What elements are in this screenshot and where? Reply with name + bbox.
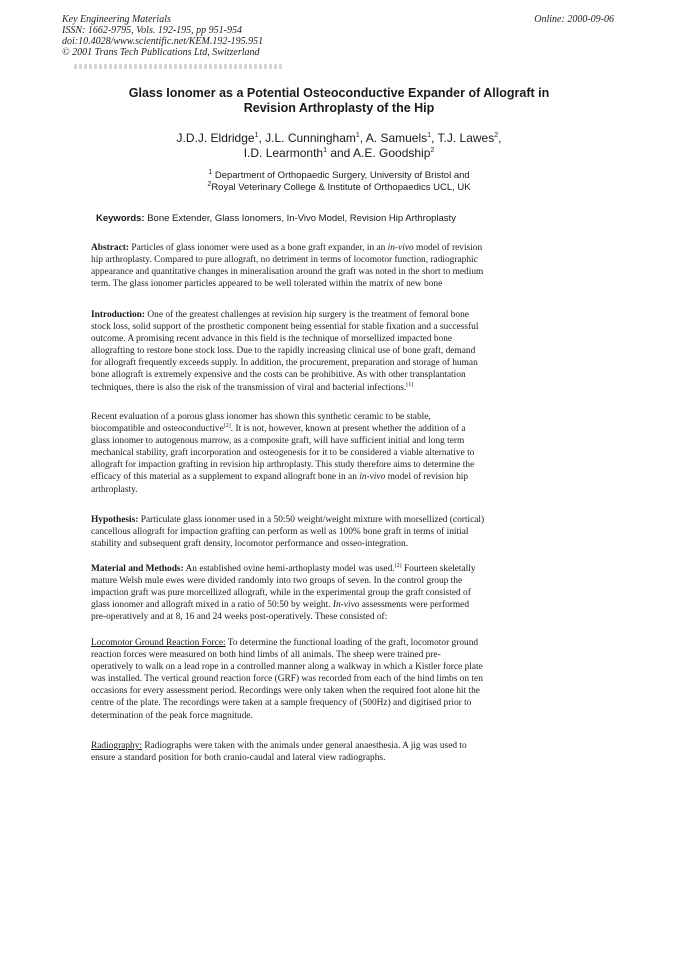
authors-line-2 <box>70 146 608 161</box>
affiliation-mark: 1 <box>254 132 259 139</box>
text-run: One of the greatest challenges at revision hip surgery is the treatment of femoral bone <box>145 310 469 320</box>
paragraph-line: mechanical stability, graft incorporation and osteogenesis for it to be considered a viable alternative to <box>91 448 475 459</box>
author-name: I.D. Learmonth <box>243 146 324 160</box>
methods-label: Material and Methods: <box>91 564 184 574</box>
methods-line: impaction graft was pure morcellized allograft, while in the experimental group the graft consisted of <box>91 588 471 599</box>
introduction-line <box>91 382 561 394</box>
affiliation-mark: 1 <box>427 132 432 139</box>
keywords <box>96 213 596 225</box>
scan-artifact <box>74 64 284 69</box>
title-line-2: Revision Arthroplasty of the Hip <box>243 101 435 115</box>
author-name: , T.J. Lawes <box>431 131 495 145</box>
citation-ref: [1] <box>406 381 414 388</box>
italic-run: In-vivo <box>332 600 360 611</box>
radiography-label: Radiography: <box>91 741 143 751</box>
citation-ref: [2] <box>223 423 231 429</box>
affiliation-1 <box>70 170 608 182</box>
introduction-line: allografting to restore bone stock loss. Due to the rapidly increasing clinical use of bone graft, demand <box>91 346 476 357</box>
author-list <box>70 131 608 161</box>
affiliation-mark: 1 <box>323 147 327 154</box>
author-separator: , <box>498 131 502 145</box>
radiography-section <box>91 740 561 764</box>
radiography-line: ensure a standard position for both cranio-caudal and lateral view radiographs. <box>91 753 386 764</box>
citation-ref: [2] <box>394 563 402 569</box>
author-name: J.D.J. Eldridge <box>176 131 255 145</box>
abstract-line: term. The glass ionomer particles appeared to be well tolerated within the matrix of new bone <box>91 279 443 290</box>
text-run: Particles of glass ionomer were used as a bone graft expander, in an <box>129 243 388 253</box>
text-run: Fourteen skeletally <box>401 564 476 574</box>
paragraph-line <box>91 423 561 435</box>
authors-line-1 <box>70 131 608 146</box>
affiliation-mark: 2 <box>494 132 499 139</box>
methods-line <box>91 599 561 611</box>
hypothesis-section <box>91 514 561 550</box>
methods-line: pre-operatively and at 8, 16 and 24 weeks post-operatively. These consisted of: <box>91 612 388 623</box>
locomotor-line <box>91 637 561 649</box>
radiography-line <box>91 740 561 752</box>
title-line-1: Glass Ionomer as a Potential Osteoconductive Expander of Allograft in <box>128 86 550 100</box>
italic-run: in-vivo <box>359 472 386 483</box>
affiliation-mark: 1 <box>355 132 360 139</box>
locomotor-line: centre of the plate. The recordings were taken at a sample frequency of (500Hz) and digitised prior to <box>91 698 472 709</box>
text-run: An established ovine hemi-arthoplasty model was used. <box>183 564 395 574</box>
locomotor-line: determination of the peak force magnitude. <box>91 710 253 721</box>
text-run: Particulate glass ionomer used in a 50:50 weight/weight mixture with morsellized (cortical) <box>138 515 485 525</box>
introduction-line: bone allograft is extremely expensive and the costs can be prohibitive. As with other transplantation <box>91 370 466 381</box>
locomotor-section <box>91 637 561 722</box>
affiliation-mark: 1 <box>208 168 213 176</box>
recent-evaluation-paragraph <box>91 411 561 496</box>
doi-line: doi:10.4028/www.scientific.net/KEM.192-195.951 <box>62 36 264 47</box>
text-run: efficacy of this material as a supplement to expand allograft bone in an <box>91 472 360 483</box>
introduction-label: Introduction: <box>91 310 146 320</box>
paragraph-line: arthroplasty. <box>91 484 138 495</box>
text-run: To determine the functional loading of the graft, locomotor ground <box>225 638 479 648</box>
text-run: Radiographs were taken with the animals under general anaesthesia. A jig was used to <box>142 741 467 751</box>
affiliations <box>70 170 608 194</box>
paragraph-line <box>91 471 561 483</box>
methods-line: mature Welsh mule ewes were divided randomly into two groups of seven. In the control group the <box>91 576 463 587</box>
affiliation-mark: 2 <box>430 147 435 154</box>
online-date: Online: 2000-09-06 <box>534 14 614 25</box>
paper-title <box>70 86 608 116</box>
keywords-label: Keywords: <box>96 213 145 224</box>
locomotor-line: occasions for every assessment period. Recordings were only taken when the required foot alone hit the <box>91 686 480 697</box>
author-name: and A.E. Goodship <box>326 146 431 160</box>
affiliation-text: Department of Orthopaedic Surgery, University of Bristol and <box>212 170 470 181</box>
abstract-line: appearance and quantitative changes in mineralisation around the graft was noted in the short to medium <box>91 267 484 278</box>
text-run: glass ionomer and allograft mixed in a ratio of 50:50 by weight. <box>91 600 333 611</box>
journal-header <box>62 14 263 58</box>
introduction-section <box>91 309 561 394</box>
journal-name: Key Engineering Materials <box>62 14 171 25</box>
text-run: model of revision <box>413 243 483 253</box>
issn-line: ISSN: 1662-9795, Vols. 192-195, pp 951-954 <box>62 25 242 36</box>
methods-section <box>91 563 561 623</box>
copyright-line: © 2001 Trans Tech Publications Ltd, Switzerland <box>62 47 260 58</box>
hypothesis-line: stability and subsequent graft density, locomotor performance and osseo-integration. <box>91 539 409 550</box>
locomotor-line: reaction forces were measured on both hind limbs of all animals. The sheep were trained pre- <box>91 650 441 661</box>
affiliation-mark: 2 <box>207 180 212 188</box>
affiliation-text: Royal Veterinary College & Institute of Orthopaedics UCL, UK <box>211 182 471 193</box>
methods-line <box>91 563 561 575</box>
text-run: techniques, there is also the risk of the transmission of viral and bacterial infections. <box>91 382 407 393</box>
author-name: , A. Samuels <box>359 131 428 145</box>
keywords-text: Bone Extender, Glass Ionomers, In-Vivo Model, Revision Hip Arthroplasty <box>144 213 456 224</box>
paragraph-line: Recent evaluation of a porous glass ionomer has shown this synthetic ceramic to be stable, <box>91 412 431 422</box>
hypothesis-line <box>91 514 561 526</box>
introduction-line: for allograft frequently exceeds supply. In addition, the procurement, preparation and storage of human <box>91 358 478 369</box>
abstract-label: Abstract: <box>91 243 130 253</box>
abstract-line: hip arthroplasty. Compared to pure allograft, no detriment in terms of locomotor function, radiographic <box>91 255 478 266</box>
abstract-section <box>91 242 561 290</box>
introduction-line: stock loss, solid support of the prosthetic component being essential for stable fixation and a successful <box>91 322 479 333</box>
hypothesis-label: Hypothesis: <box>91 515 139 525</box>
affiliation-2 <box>70 182 608 194</box>
hypothesis-line: cancellous allograft for impaction grafting can perform as well as 100% bone graft in terms of initial <box>91 527 469 538</box>
introduction-line: outcome. A promising recent advance in this field is the technique of morsellized impacted bone <box>91 334 453 345</box>
text-run: biocompatible and osteoconductive <box>91 424 224 435</box>
introduction-line <box>91 309 561 321</box>
paragraph-line: glass ionomer to autogenous marrow, as a composite graft, will have sufficient initial and long term <box>91 436 465 447</box>
paragraph-line: allograft for impaction grafting in revision hip arthroplasty. This study therefore aims to determine the <box>91 460 475 471</box>
author-name: , J.L. Cunningham <box>258 131 356 145</box>
text-run: assessments were performed <box>359 600 470 611</box>
text-run: . It is not, however, known at present whether the addition of a <box>230 424 466 435</box>
locomotor-line: was installed. The vertical ground reaction force (GRF) was recorded from each of the hind limbs on ten <box>91 674 483 685</box>
abstract-line <box>91 242 561 254</box>
locomotor-label: Locomotor Ground Reaction Force: <box>91 638 226 648</box>
italic-run: in-vivo <box>387 243 414 253</box>
text-run: model of revision hip <box>385 472 469 483</box>
locomotor-line: operatively to walk on a lead rope in a controlled manner along a walkway in which a Kistler force plate <box>91 662 483 673</box>
